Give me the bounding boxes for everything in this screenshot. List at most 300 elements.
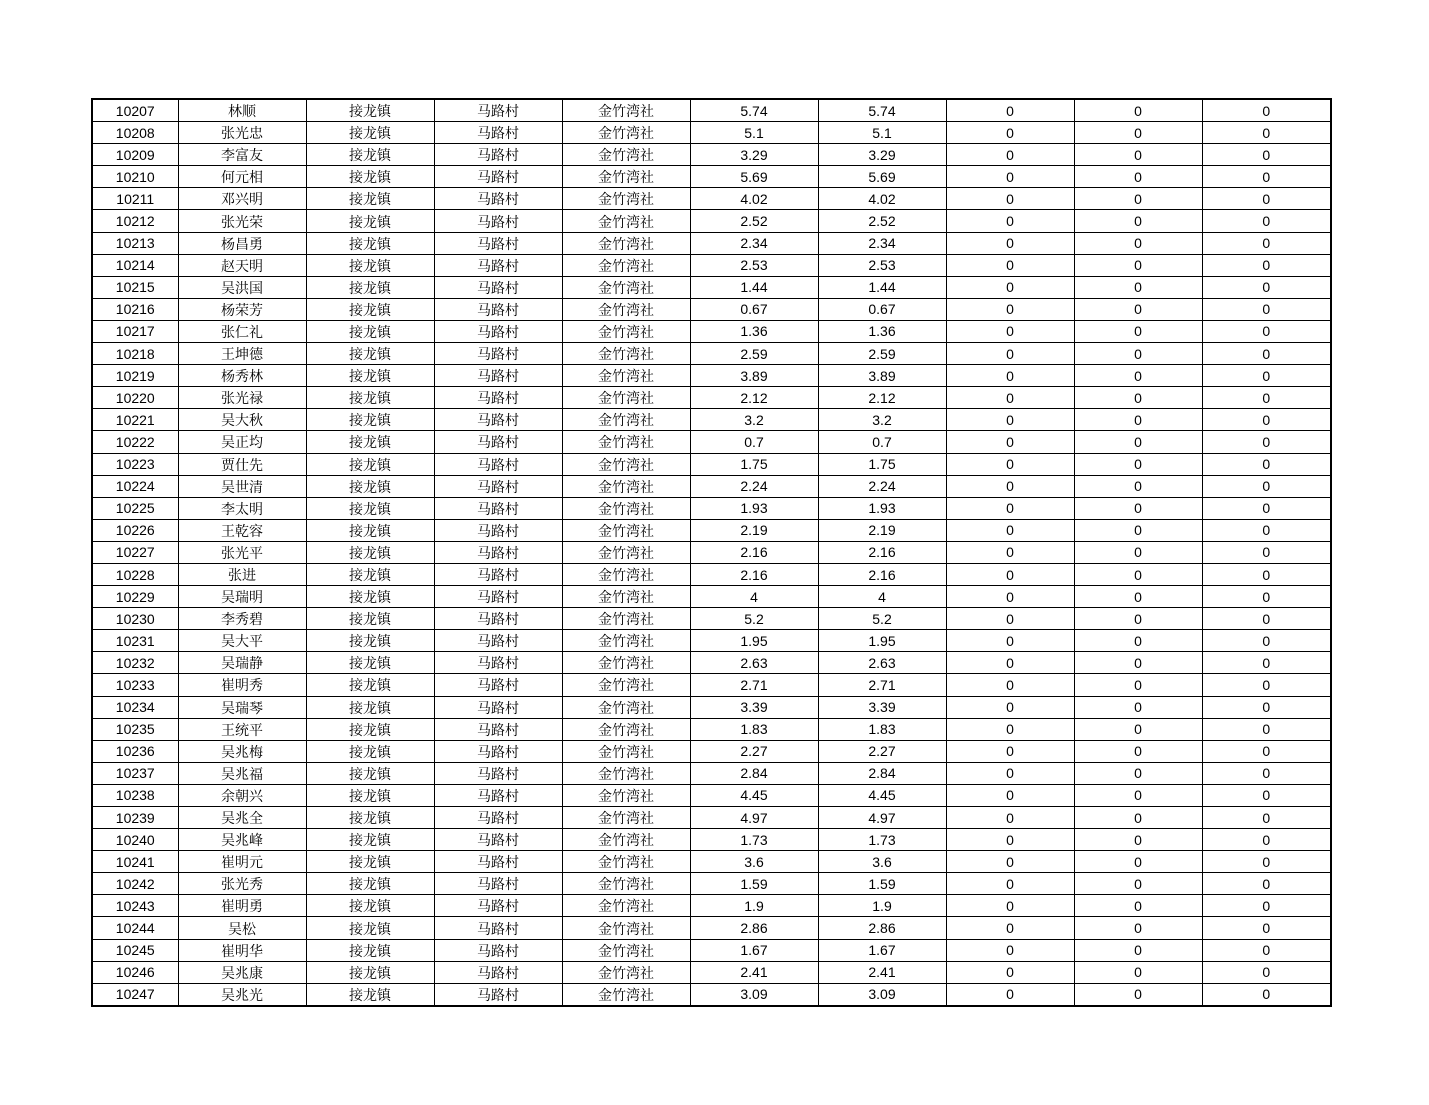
value-e-cell: 0: [1202, 652, 1331, 674]
value-a-cell: 1.67: [690, 939, 818, 961]
name-cell: 吴洪国: [178, 276, 306, 298]
value-d-cell: 0: [1074, 807, 1202, 829]
record-id-cell: 10225: [92, 497, 178, 519]
town-cell: 接龙镇: [306, 939, 434, 961]
value-b-cell: 1.67: [818, 939, 946, 961]
name-cell: 赵天明: [178, 254, 306, 276]
value-a-cell: 5.1: [690, 122, 818, 144]
town-cell: 接龙镇: [306, 895, 434, 917]
value-b-cell: 2.34: [818, 232, 946, 254]
record-id-cell: 10232: [92, 652, 178, 674]
value-d-cell: 0: [1074, 541, 1202, 563]
name-cell: 吴大平: [178, 630, 306, 652]
value-b-cell: 1.36: [818, 320, 946, 342]
name-cell: 杨荣芳: [178, 298, 306, 320]
group-cell: 金竹湾社: [562, 144, 690, 166]
group-cell: 金竹湾社: [562, 740, 690, 762]
group-cell: 金竹湾社: [562, 630, 690, 652]
village-cell: 马路村: [434, 298, 562, 320]
town-cell: 接龙镇: [306, 784, 434, 806]
value-a-cell: 4.02: [690, 188, 818, 210]
table-row: [92, 409, 1331, 431]
table-row: [92, 740, 1331, 762]
group-cell: 金竹湾社: [562, 166, 690, 188]
value-d-cell: 0: [1074, 696, 1202, 718]
value-c-cell: 0: [946, 497, 1074, 519]
value-d-cell: 0: [1074, 961, 1202, 983]
value-d-cell: 0: [1074, 387, 1202, 409]
value-a-cell: 0.7: [690, 431, 818, 453]
town-cell: 接龙镇: [306, 453, 434, 475]
village-cell: 马路村: [434, 807, 562, 829]
value-b-cell: 4.02: [818, 188, 946, 210]
value-d-cell: 0: [1074, 144, 1202, 166]
value-a-cell: 2.63: [690, 652, 818, 674]
value-d-cell: 0: [1074, 674, 1202, 696]
group-cell: 金竹湾社: [562, 586, 690, 608]
town-cell: 接龙镇: [306, 99, 434, 122]
group-cell: 金竹湾社: [562, 917, 690, 939]
record-id-cell: 10230: [92, 608, 178, 630]
village-cell: 马路村: [434, 873, 562, 895]
value-c-cell: 0: [946, 166, 1074, 188]
record-id-cell: 10234: [92, 696, 178, 718]
value-a-cell: 4: [690, 586, 818, 608]
village-cell: 马路村: [434, 851, 562, 873]
value-c-cell: 0: [946, 563, 1074, 585]
value-a-cell: 2.16: [690, 563, 818, 585]
name-cell: 吴正均: [178, 431, 306, 453]
value-a-cell: 2.19: [690, 519, 818, 541]
value-c-cell: 0: [946, 696, 1074, 718]
group-cell: 金竹湾社: [562, 453, 690, 475]
value-e-cell: 0: [1202, 210, 1331, 232]
table-row: [92, 961, 1331, 983]
value-e-cell: 0: [1202, 696, 1331, 718]
value-b-cell: 2.19: [818, 519, 946, 541]
record-id-cell: 10238: [92, 784, 178, 806]
group-cell: 金竹湾社: [562, 497, 690, 519]
value-b-cell: 1.44: [818, 276, 946, 298]
town-cell: 接龙镇: [306, 740, 434, 762]
name-cell: 崔明元: [178, 851, 306, 873]
table-row: [92, 829, 1331, 851]
value-b-cell: 2.53: [818, 254, 946, 276]
name-cell: 杨秀林: [178, 365, 306, 387]
town-cell: 接龙镇: [306, 519, 434, 541]
value-e-cell: 0: [1202, 961, 1331, 983]
record-id-cell: 10210: [92, 166, 178, 188]
value-b-cell: 5.69: [818, 166, 946, 188]
record-id-cell: 10214: [92, 254, 178, 276]
record-id-cell: 10216: [92, 298, 178, 320]
value-d-cell: 0: [1074, 166, 1202, 188]
value-b-cell: 3.09: [818, 983, 946, 1006]
record-id-cell: 10215: [92, 276, 178, 298]
name-cell: 吴兆光: [178, 983, 306, 1006]
table-row: [92, 983, 1331, 1006]
value-a-cell: 3.39: [690, 696, 818, 718]
town-cell: 接龙镇: [306, 365, 434, 387]
group-cell: 金竹湾社: [562, 188, 690, 210]
value-d-cell: 0: [1074, 740, 1202, 762]
town-cell: 接龙镇: [306, 851, 434, 873]
group-cell: 金竹湾社: [562, 851, 690, 873]
village-cell: 马路村: [434, 210, 562, 232]
table-row: [92, 298, 1331, 320]
value-b-cell: 1.59: [818, 873, 946, 895]
group-cell: 金竹湾社: [562, 563, 690, 585]
value-c-cell: 0: [946, 387, 1074, 409]
value-c-cell: 0: [946, 276, 1074, 298]
value-a-cell: 1.73: [690, 829, 818, 851]
group-cell: 金竹湾社: [562, 276, 690, 298]
village-cell: 马路村: [434, 387, 562, 409]
value-e-cell: 0: [1202, 409, 1331, 431]
value-a-cell: 5.74: [690, 99, 818, 122]
record-id-cell: 10207: [92, 99, 178, 122]
value-c-cell: 0: [946, 365, 1074, 387]
table-row: [92, 563, 1331, 585]
value-b-cell: 5.1: [818, 122, 946, 144]
table-row: [92, 519, 1331, 541]
name-cell: 杨昌勇: [178, 232, 306, 254]
village-cell: 马路村: [434, 144, 562, 166]
village-cell: 马路村: [434, 652, 562, 674]
value-a-cell: 1.59: [690, 873, 818, 895]
village-cell: 马路村: [434, 431, 562, 453]
name-cell: 崔明秀: [178, 674, 306, 696]
town-cell: 接龙镇: [306, 409, 434, 431]
group-cell: 金竹湾社: [562, 519, 690, 541]
value-e-cell: 0: [1202, 851, 1331, 873]
value-b-cell: 0.7: [818, 431, 946, 453]
village-cell: 马路村: [434, 497, 562, 519]
village-cell: 马路村: [434, 983, 562, 1006]
name-cell: 吴兆梅: [178, 740, 306, 762]
table-row: [92, 431, 1331, 453]
value-c-cell: 0: [946, 320, 1074, 342]
town-cell: 接龙镇: [306, 343, 434, 365]
village-cell: 马路村: [434, 917, 562, 939]
record-id-cell: 10237: [92, 762, 178, 784]
village-cell: 马路村: [434, 563, 562, 585]
value-c-cell: 0: [946, 453, 1074, 475]
record-id-cell: 10229: [92, 586, 178, 608]
group-cell: 金竹湾社: [562, 718, 690, 740]
data-table: [91, 98, 1332, 1007]
table-row: [92, 188, 1331, 210]
value-e-cell: 0: [1202, 541, 1331, 563]
table-row: [92, 917, 1331, 939]
value-d-cell: 0: [1074, 254, 1202, 276]
value-b-cell: 2.63: [818, 652, 946, 674]
village-cell: 马路村: [434, 320, 562, 342]
group-cell: 金竹湾社: [562, 541, 690, 563]
value-e-cell: 0: [1202, 232, 1331, 254]
town-cell: 接龙镇: [306, 873, 434, 895]
value-a-cell: 3.09: [690, 983, 818, 1006]
value-c-cell: 0: [946, 99, 1074, 122]
value-d-cell: 0: [1074, 630, 1202, 652]
value-d-cell: 0: [1074, 409, 1202, 431]
name-cell: 吴大秋: [178, 409, 306, 431]
value-e-cell: 0: [1202, 144, 1331, 166]
value-e-cell: 0: [1202, 475, 1331, 497]
village-cell: 马路村: [434, 740, 562, 762]
name-cell: 何元相: [178, 166, 306, 188]
group-cell: 金竹湾社: [562, 254, 690, 276]
village-cell: 马路村: [434, 519, 562, 541]
town-cell: 接龙镇: [306, 144, 434, 166]
value-b-cell: 2.41: [818, 961, 946, 983]
town-cell: 接龙镇: [306, 320, 434, 342]
value-d-cell: 0: [1074, 983, 1202, 1006]
town-cell: 接龙镇: [306, 254, 434, 276]
group-cell: 金竹湾社: [562, 409, 690, 431]
value-a-cell: 3.29: [690, 144, 818, 166]
table-body: [92, 99, 1331, 1006]
village-cell: 马路村: [434, 674, 562, 696]
value-d-cell: 0: [1074, 652, 1202, 674]
name-cell: 吴兆峰: [178, 829, 306, 851]
value-d-cell: 0: [1074, 608, 1202, 630]
value-b-cell: 2.27: [818, 740, 946, 762]
value-d-cell: 0: [1074, 365, 1202, 387]
record-id-cell: 10217: [92, 320, 178, 342]
value-c-cell: 0: [946, 431, 1074, 453]
name-cell: 林顺: [178, 99, 306, 122]
value-e-cell: 0: [1202, 298, 1331, 320]
value-e-cell: 0: [1202, 630, 1331, 652]
name-cell: 李秀碧: [178, 608, 306, 630]
group-cell: 金竹湾社: [562, 807, 690, 829]
value-c-cell: 0: [946, 807, 1074, 829]
village-cell: 马路村: [434, 829, 562, 851]
value-b-cell: 1.95: [818, 630, 946, 652]
value-a-cell: 2.59: [690, 343, 818, 365]
value-b-cell: 4.97: [818, 807, 946, 829]
value-e-cell: 0: [1202, 453, 1331, 475]
record-id-cell: 10218: [92, 343, 178, 365]
value-d-cell: 0: [1074, 851, 1202, 873]
record-id-cell: 10222: [92, 431, 178, 453]
name-cell: 崔明华: [178, 939, 306, 961]
value-b-cell: 3.2: [818, 409, 946, 431]
value-c-cell: 0: [946, 343, 1074, 365]
record-id-cell: 10220: [92, 387, 178, 409]
group-cell: 金竹湾社: [562, 431, 690, 453]
group-cell: 金竹湾社: [562, 608, 690, 630]
record-id-cell: 10213: [92, 232, 178, 254]
value-e-cell: 0: [1202, 563, 1331, 585]
value-e-cell: 0: [1202, 762, 1331, 784]
record-id-cell: 10208: [92, 122, 178, 144]
table-row: [92, 99, 1331, 122]
village-cell: 马路村: [434, 122, 562, 144]
value-c-cell: 0: [946, 144, 1074, 166]
table-row: [92, 144, 1331, 166]
value-b-cell: 2.52: [818, 210, 946, 232]
value-a-cell: 2.41: [690, 961, 818, 983]
value-e-cell: 0: [1202, 188, 1331, 210]
village-cell: 马路村: [434, 541, 562, 563]
value-b-cell: 3.39: [818, 696, 946, 718]
table-row: [92, 343, 1331, 365]
group-cell: 金竹湾社: [562, 762, 690, 784]
name-cell: 张光秀: [178, 873, 306, 895]
name-cell: 张光忠: [178, 122, 306, 144]
table-row: [92, 807, 1331, 829]
table-row: [92, 586, 1331, 608]
name-cell: 李太明: [178, 497, 306, 519]
table-row: [92, 387, 1331, 409]
village-cell: 马路村: [434, 343, 562, 365]
table-row: [92, 475, 1331, 497]
town-cell: 接龙镇: [306, 961, 434, 983]
value-c-cell: 0: [946, 188, 1074, 210]
name-cell: 王乾容: [178, 519, 306, 541]
town-cell: 接龙镇: [306, 586, 434, 608]
value-e-cell: 0: [1202, 122, 1331, 144]
town-cell: 接龙镇: [306, 652, 434, 674]
value-a-cell: 1.9: [690, 895, 818, 917]
value-c-cell: 0: [946, 895, 1074, 917]
value-b-cell: 1.83: [818, 718, 946, 740]
value-b-cell: 4.45: [818, 784, 946, 806]
value-a-cell: 4.45: [690, 784, 818, 806]
village-cell: 马路村: [434, 718, 562, 740]
value-d-cell: 0: [1074, 895, 1202, 917]
value-c-cell: 0: [946, 608, 1074, 630]
table-row: [92, 851, 1331, 873]
table-row: [92, 762, 1331, 784]
group-cell: 金竹湾社: [562, 983, 690, 1006]
value-d-cell: 0: [1074, 519, 1202, 541]
value-c-cell: 0: [946, 829, 1074, 851]
town-cell: 接龙镇: [306, 122, 434, 144]
value-d-cell: 0: [1074, 276, 1202, 298]
value-e-cell: 0: [1202, 254, 1331, 276]
value-a-cell: 1.44: [690, 276, 818, 298]
value-e-cell: 0: [1202, 365, 1331, 387]
value-d-cell: 0: [1074, 917, 1202, 939]
group-cell: 金竹湾社: [562, 343, 690, 365]
town-cell: 接龙镇: [306, 276, 434, 298]
group-cell: 金竹湾社: [562, 696, 690, 718]
town-cell: 接龙镇: [306, 563, 434, 585]
value-d-cell: 0: [1074, 762, 1202, 784]
table-row: [92, 276, 1331, 298]
table-row: [92, 122, 1331, 144]
town-cell: 接龙镇: [306, 718, 434, 740]
village-cell: 马路村: [434, 630, 562, 652]
table-row: [92, 608, 1331, 630]
record-id-cell: 10219: [92, 365, 178, 387]
group-cell: 金竹湾社: [562, 99, 690, 122]
town-cell: 接龙镇: [306, 166, 434, 188]
name-cell: 张仁礼: [178, 320, 306, 342]
record-id-cell: 10245: [92, 939, 178, 961]
value-d-cell: 0: [1074, 784, 1202, 806]
value-b-cell: 2.12: [818, 387, 946, 409]
value-e-cell: 0: [1202, 608, 1331, 630]
value-a-cell: 1.95: [690, 630, 818, 652]
value-d-cell: 0: [1074, 453, 1202, 475]
table-row: [92, 674, 1331, 696]
value-e-cell: 0: [1202, 431, 1331, 453]
record-id-cell: 10221: [92, 409, 178, 431]
record-id-cell: 10226: [92, 519, 178, 541]
record-id-cell: 10240: [92, 829, 178, 851]
table-row: [92, 652, 1331, 674]
value-d-cell: 0: [1074, 232, 1202, 254]
name-cell: 邓兴明: [178, 188, 306, 210]
value-e-cell: 0: [1202, 343, 1331, 365]
record-id-cell: 10231: [92, 630, 178, 652]
value-d-cell: 0: [1074, 829, 1202, 851]
table-row: [92, 497, 1331, 519]
value-c-cell: 0: [946, 122, 1074, 144]
group-cell: 金竹湾社: [562, 784, 690, 806]
record-id-cell: 10224: [92, 475, 178, 497]
value-a-cell: 3.6: [690, 851, 818, 873]
town-cell: 接龙镇: [306, 762, 434, 784]
value-a-cell: 5.2: [690, 608, 818, 630]
group-cell: 金竹湾社: [562, 387, 690, 409]
value-b-cell: 2.24: [818, 475, 946, 497]
value-a-cell: 5.69: [690, 166, 818, 188]
record-id-cell: 10247: [92, 983, 178, 1006]
value-b-cell: 3.6: [818, 851, 946, 873]
village-cell: 马路村: [434, 166, 562, 188]
group-cell: 金竹湾社: [562, 232, 690, 254]
name-cell: 王坤德: [178, 343, 306, 365]
value-d-cell: 0: [1074, 497, 1202, 519]
record-id-cell: 10223: [92, 453, 178, 475]
value-c-cell: 0: [946, 740, 1074, 762]
table-row: [92, 232, 1331, 254]
table-row: [92, 166, 1331, 188]
town-cell: 接龙镇: [306, 387, 434, 409]
record-id-cell: 10227: [92, 541, 178, 563]
village-cell: 马路村: [434, 188, 562, 210]
value-c-cell: 0: [946, 541, 1074, 563]
name-cell: 余朝兴: [178, 784, 306, 806]
value-b-cell: 3.29: [818, 144, 946, 166]
value-e-cell: 0: [1202, 740, 1331, 762]
table-row: [92, 696, 1331, 718]
table-row: [92, 895, 1331, 917]
value-c-cell: 0: [946, 983, 1074, 1006]
value-c-cell: 0: [946, 298, 1074, 320]
table-row: [92, 630, 1331, 652]
value-e-cell: 0: [1202, 983, 1331, 1006]
value-d-cell: 0: [1074, 210, 1202, 232]
group-cell: 金竹湾社: [562, 320, 690, 342]
value-e-cell: 0: [1202, 807, 1331, 829]
value-c-cell: 0: [946, 475, 1074, 497]
value-a-cell: 2.24: [690, 475, 818, 497]
value-c-cell: 0: [946, 939, 1074, 961]
value-a-cell: 2.86: [690, 917, 818, 939]
village-cell: 马路村: [434, 895, 562, 917]
value-d-cell: 0: [1074, 320, 1202, 342]
value-e-cell: 0: [1202, 99, 1331, 122]
value-c-cell: 0: [946, 851, 1074, 873]
value-a-cell: 1.93: [690, 497, 818, 519]
value-c-cell: 0: [946, 762, 1074, 784]
